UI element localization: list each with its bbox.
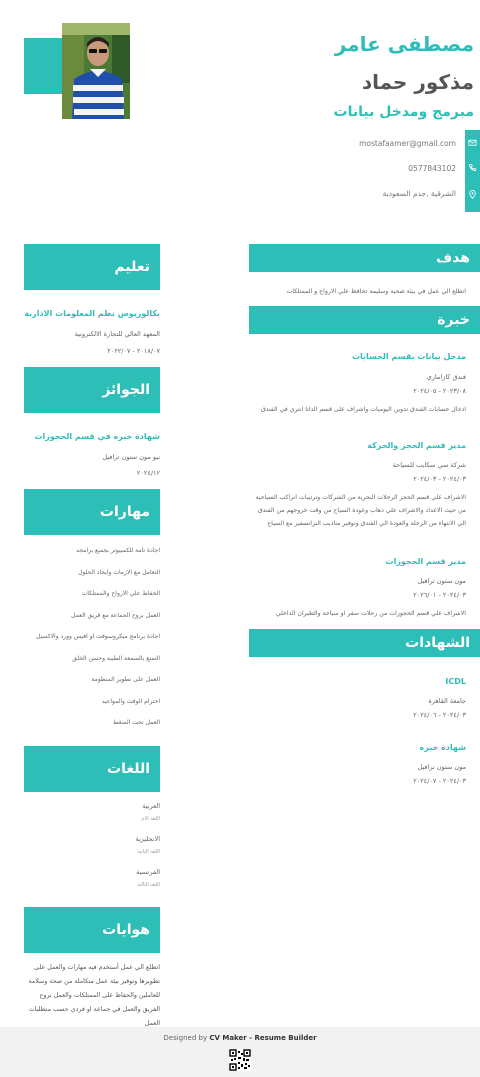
skill-item: العمل على تطوير المنظومة	[91, 676, 160, 683]
skill-item: العمل تحت الضغط	[113, 719, 160, 726]
award-title: شهادة خبره في قسم الحجوزات	[34, 432, 160, 441]
contact-address: الشرقية ,جدم السعودية	[382, 189, 456, 198]
location-icon	[467, 190, 478, 201]
qr-code-icon[interactable]	[229, 1049, 251, 1071]
contact-email[interactable]: mostafaamer@gmail.com	[359, 139, 456, 148]
experience-desc: الاشراف علي قسم الحجوزات من رحلات سفر او سياحة والطيران الداخلي	[275, 610, 466, 617]
experience-desc: ادخال حسابات الفندق تدوين اليوميات واشراف على قسم الداتا انتري في الفندق	[260, 406, 466, 413]
photo-accent-bar	[24, 38, 64, 94]
objective-heading: هدف	[249, 244, 480, 272]
profile-photo	[62, 23, 130, 119]
awards-heading: الجوائز	[24, 367, 160, 413]
footer-brand: CV Maker - Resume Builder	[209, 1034, 317, 1042]
award-date: ٢٠٢٤/١٢	[136, 469, 160, 477]
first-name: مصطفى عامر	[334, 32, 474, 56]
experience-dates: ٢٠٢٤/٠٣ - ٢٠٢٦/٠١	[413, 591, 466, 599]
certificate-issuer: مون ستون ترافيل	[417, 763, 466, 771]
experience-company: شركة سي سكايب للسياحة	[392, 461, 466, 469]
last-name: مذكور حماد	[361, 70, 474, 94]
language-name: الانجليزية	[135, 835, 160, 843]
skill-item: التعامل مع الازمات وايجاد الحلول	[78, 569, 160, 576]
education-heading: تعليم	[24, 244, 160, 290]
certificate-title: ICDL	[445, 677, 466, 686]
experience-title: مدخل بيانات بقسم الحسابات	[351, 352, 466, 361]
skill-item: الحفاظ علي الارواح والممتلكات	[81, 590, 160, 597]
contact-icon-bar	[465, 130, 480, 212]
skill-item: اجادة برنامج ميكروسوفت او افيس وورد والاكسيل	[36, 633, 160, 640]
education-dates: ٢٠١٨/٠٧ - ٢٠٢٢/٠٧	[107, 347, 160, 355]
certificate-dates: ٢٠٢٤/٠٣ - ٢٠٢٤/٠٧	[413, 777, 466, 785]
profile-photo-block	[24, 23, 130, 119]
job-title: مبرمج ومدخل بيانات	[333, 104, 474, 120]
phone-icon	[467, 163, 478, 174]
certificates-heading: الشهادات	[249, 629, 480, 657]
languages-heading: اللغات	[24, 746, 160, 792]
skill-item: العمل بروح الجماعة مع فريق العمل	[71, 612, 160, 619]
hobbies-text: اتطلع الي عمل أستخدم فيه مهارات والعمل على تطويرها وتوفير بيئة عمل متكاملة من صحة وسلامة للعاملين والحفاظ على الممتلكات والعمل بروح الفريق والعمل في جماعة او فردي حسب متطلبات العمل	[28, 964, 160, 1027]
contact-phone[interactable]: 0577843102	[408, 164, 456, 173]
footer-prefix: Designed by	[163, 1034, 208, 1042]
education-degree: بكالوريوس نظم المعلومات الادارية	[24, 309, 160, 318]
email-icon	[467, 138, 478, 149]
certificate-issuer: جامعة القاهرة	[428, 697, 466, 705]
skill-item: التمتع بالسمعة الطيبة وحسن الخلق	[72, 655, 160, 662]
language-name: العربية	[142, 802, 160, 810]
skill-item: احترام الوقت والمواعيد	[101, 698, 160, 705]
certificate-dates: ٢٠٢٤/٠٣ - ٢٠٢٤/٠٦	[413, 711, 466, 719]
footer	[0, 1027, 480, 1077]
hobbies-heading: هوايات	[24, 907, 160, 953]
skill-item: اجادة تامة للكمبيوتر بجميع برامجه	[76, 547, 160, 554]
experience-title: مدير قسم الحجز والحركة	[367, 441, 466, 450]
experience-company: مون ستون ترافيل	[417, 577, 466, 585]
experience-dates: ٢٠٢٤/٠٣ - ٢٠٢٤/٠٣	[413, 475, 466, 483]
language-level: اللغة الام	[141, 816, 160, 822]
language-level: اللغة الثانية	[137, 849, 160, 855]
language-level: اللغة الثالثة	[137, 882, 160, 888]
footer-credit[interactable]	[0, 1034, 480, 1042]
experience-desc: الاشراف علي قسم الحجز الرحلات البحرية من الشركات وترتيبات انراكب السياحية من حيث الاعداد والاشراف علي ذهاب وعودة السياح من وقت خروجهم من الفندق الي الانتهاء من الرحلة والعودة الي الفندق وتوفير مناديب الترانسفير مع السياح	[255, 494, 466, 527]
language-name: الفرنسية	[136, 868, 160, 876]
experience-dates: ٢٠٢٣/٠٨ - ٢٠٢٤/٠٥	[413, 387, 466, 395]
experience-title: مدير قسم الحجوزات	[385, 557, 466, 566]
objective-text: اتطلع الي عمل في بيئة صحية وسليمة تحافظ علي الارواح و الممتلكات	[286, 288, 466, 295]
experience-company: فندق كازاماري	[426, 373, 466, 381]
education-school: المعهد العالي للتجارة الالكترونية	[74, 330, 160, 338]
certificate-title: شهادة خبره	[419, 743, 466, 752]
skills-heading: مهارات	[24, 489, 160, 535]
experience-heading: خبرة	[249, 306, 480, 334]
award-issuer: نيو مون ستون ترافيل	[102, 453, 160, 461]
